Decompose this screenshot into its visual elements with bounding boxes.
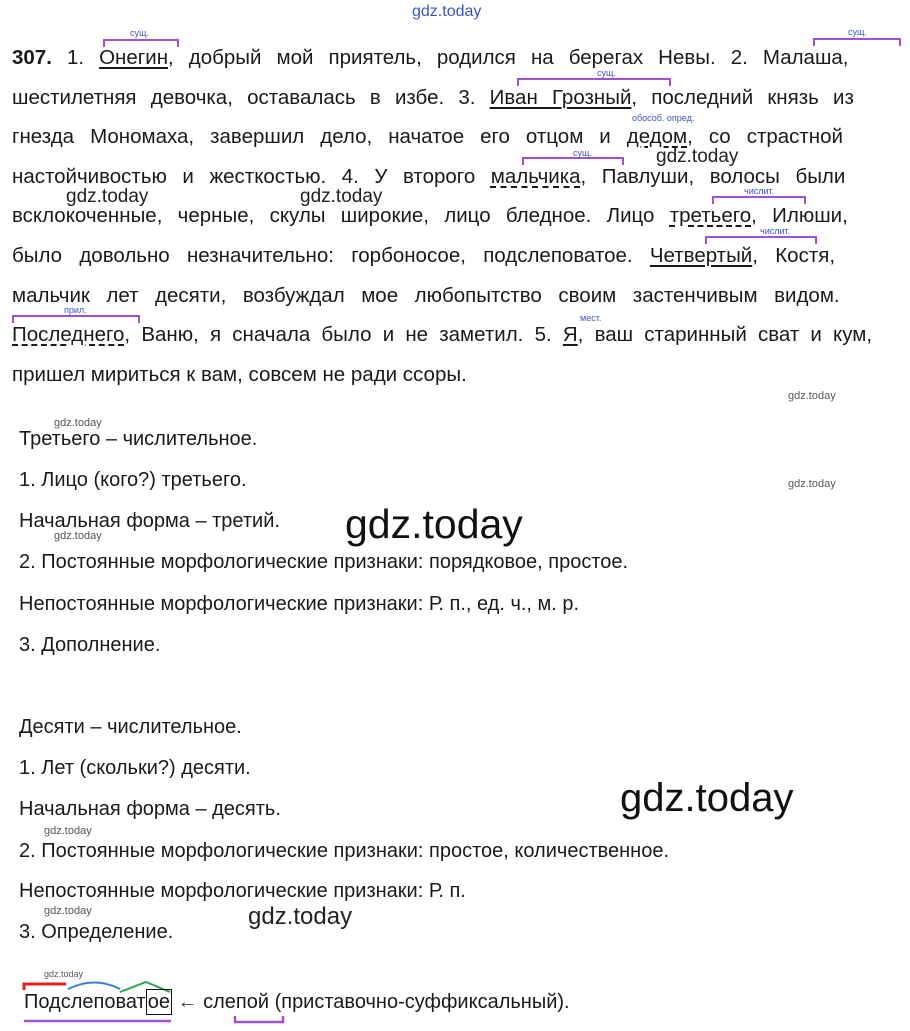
analysis-line: 3. Определение. <box>19 921 174 943</box>
watermark-large: gdz.today <box>620 776 794 820</box>
watermark-mid: gdz.today <box>66 186 149 207</box>
derivation-arrow: ← <box>177 991 198 1013</box>
analysis-line: Начальная форма – третий. <box>19 510 280 532</box>
bracket-chetvertyi <box>705 236 817 244</box>
bracket-ivan <box>517 78 671 86</box>
gloss-sush: сущ. <box>573 148 592 158</box>
base-word-stem: слеп <box>203 991 247 1013</box>
word-dedom: дедом <box>626 125 688 148</box>
watermark-large: gdz.today <box>345 501 523 547</box>
watermark-top: gdz.today <box>412 3 482 20</box>
gloss-chislit: числит. <box>744 186 775 196</box>
bracket-poslednego <box>12 315 140 323</box>
gloss-sush: сущ. <box>130 28 149 38</box>
exercise-line-9 <box>12 363 467 387</box>
line-text: всклокоченные, черные, скулы широкие, лицо бледное. Лицо <box>12 204 670 227</box>
line-text: , со страстной <box>687 125 843 148</box>
word-poslednego: Последнего <box>12 323 125 346</box>
line-text: 1. <box>51 46 100 69</box>
line-text: было довольно незначительно: горбоносое, подслеповатое. <box>12 244 650 267</box>
watermark-small: gdz.today <box>54 417 102 429</box>
analysis-line: 2. Постоянные морфологические признаки: простое, количественное. <box>19 840 670 862</box>
bracket-onegin <box>103 39 179 47</box>
gloss-mest: мест. <box>580 313 602 323</box>
bracket-malasha <box>813 38 901 46</box>
subject-ivan: Иван Грозный <box>489 86 632 109</box>
gloss-obosob: обособ. опред. <box>632 113 695 123</box>
analysis-line: 1. Лет (скольки?) десяти. <box>19 757 251 779</box>
watermark-small: gdz.today <box>54 530 102 542</box>
exercise-line-2 <box>12 86 854 110</box>
watermark-mid: gdz.today <box>656 146 739 167</box>
word-formation-line <box>24 989 570 1015</box>
analysis-title: Третьего – числительное. <box>19 428 258 450</box>
line-text: настойчивостью и жесткостью. 4. У второго <box>12 165 491 188</box>
formation-method: (приставочно-суффиксальный). <box>269 991 570 1013</box>
gloss-pril: прил. <box>64 305 87 315</box>
bracket-malchika <box>522 157 624 165</box>
analysis-title: Десяти – числительное. <box>19 716 242 738</box>
analysis-line: Непостоянные морфологические признаки: Р. п. <box>19 880 466 902</box>
base-stem-underline <box>235 1016 283 1022</box>
base-word <box>203 991 269 1013</box>
line-text: , Костя, <box>752 244 836 267</box>
line-text: , Павлуши, волосы были <box>580 165 846 188</box>
watermark-small: gdz.today <box>788 390 836 402</box>
line-text: , Ваню, я сначала было и не заметил. 5. <box>124 323 563 346</box>
watermark-small: gdz.today <box>44 905 92 917</box>
line-text: гнезда Мономаха, завершил дело, начатое его отцом и <box>12 125 627 148</box>
gloss-sush: сущ. <box>597 68 616 78</box>
analysis-line: 2. Постоянные морфологические признаки: порядковое, простое. <box>19 551 629 573</box>
word-malchika: мальчика <box>490 165 581 188</box>
analysis-line: Непостоянные морфологические признаки: Р. п., ед. ч., м. р. <box>19 593 580 615</box>
watermark-small: gdz.today <box>44 825 92 837</box>
bracket-tretego <box>712 196 806 204</box>
line-text: пришел мириться к вам, совсем не ради ссоры. <box>12 363 467 386</box>
subject-chetvertyi: Четвертый <box>649 244 753 267</box>
exercise-line-6 <box>12 244 835 268</box>
analysis-line: Начальная форма – десять. <box>19 798 281 820</box>
base-word-ending: ой <box>246 991 270 1013</box>
line-text: , добрый мой приятель, родился на берегах Невы. 2. Малаша, <box>168 46 849 69</box>
line-text: , Илюши, <box>751 204 848 227</box>
watermark-mid: gdz.today <box>248 903 353 930</box>
watermark-small: gdz.today <box>788 478 836 490</box>
line-text: , ваш старинный сват и кум, <box>577 323 873 346</box>
gloss-chislit: числит. <box>760 226 791 236</box>
line-text: шестилетняя девочка, оставалась в избе. 3. <box>12 86 490 109</box>
analysis-line: 3. Дополнение. <box>19 634 161 656</box>
line-text: мальчик лет десяти, возбуждал мое любопытство своим застенчивым видом. <box>12 284 840 307</box>
subject-ya: Я <box>562 323 578 346</box>
watermark-small: gdz.today <box>44 969 84 979</box>
analysis-line: 1. Лицо (кого?) третьего. <box>19 469 247 491</box>
subject-onegin: Онегин <box>99 46 169 69</box>
word-tretego: третьего <box>669 204 752 227</box>
exercise-line-8 <box>12 323 872 347</box>
exercise-line-7 <box>12 284 840 308</box>
exercise-line-1 <box>12 46 849 70</box>
watermark-mid: gdz.today <box>300 186 383 207</box>
exercise-number: 307. <box>12 46 52 69</box>
derived-word-stem: Подслеповат <box>24 991 146 1013</box>
ending-box: ое <box>147 991 170 1013</box>
gloss-sush: сущ. <box>848 27 867 37</box>
line-text: , последний князь из <box>631 86 854 109</box>
